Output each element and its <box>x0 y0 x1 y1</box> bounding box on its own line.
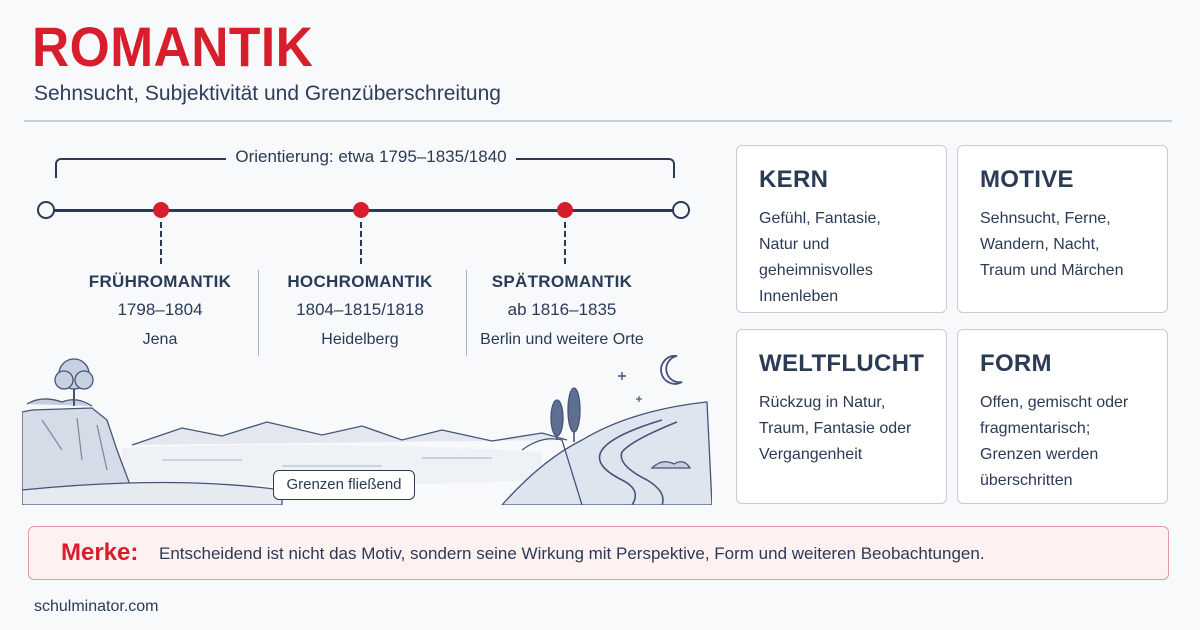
card-heading: FORM <box>980 350 1052 377</box>
card-kern <box>736 145 947 313</box>
timeline-start-marker <box>37 201 55 219</box>
card-weltflucht <box>736 329 947 504</box>
timeline-marker-fruehromantik <box>153 202 169 218</box>
merke-note-box <box>28 526 1169 580</box>
card-heading: WELTFLUCHT <box>759 350 925 377</box>
timeline-connector <box>160 222 162 264</box>
card-form <box>957 329 1168 504</box>
timeline-marker-hochromantik <box>353 202 369 218</box>
epoch-place: Berlin und weitere Orte <box>480 331 644 348</box>
card-heading: MOTIVE <box>980 166 1074 193</box>
card-text: Offen, gemischt oder fragmentarisch; Grenzen werden überschritten <box>980 394 1129 489</box>
borders-fluid-badge: Grenzen fließend <box>273 470 415 500</box>
epoch-name: SPÄTROMANTIK <box>491 272 633 291</box>
page-subtitle: Sehnsucht, Subjektivität und Grenzüberschreitung <box>34 82 501 105</box>
merke-text: Entscheidend ist nicht das Motiv, sondern seine Wirkung mit Perspektive, Form und weiteren Beobachtungen. <box>159 544 985 563</box>
timeline-connector <box>360 222 362 264</box>
footer-source: schulminator.com <box>34 598 159 615</box>
card-text: Rückzug in Natur, Traum, Fantasie oder Vergangenheit <box>759 394 912 463</box>
card-heading: KERN <box>759 166 829 193</box>
epoch-years: 1804–1815/1818 <box>296 300 424 319</box>
epoch-years: ab 1816–1835 <box>507 300 617 319</box>
epoch-place: Heidelberg <box>321 331 399 348</box>
epoch-years: 1798–1804 <box>117 300 203 319</box>
page-title: ROMANTIK <box>32 15 314 78</box>
timeline-connector <box>564 222 566 264</box>
epoch-name: FRÜHROMANTIK <box>88 272 232 291</box>
timeline-marker-spaetromantik <box>557 202 573 218</box>
epoch-spaetromantik <box>462 272 662 349</box>
header-divider <box>24 120 1172 122</box>
card-text: Sehnsucht, Ferne, Wandern, Nacht, Traum und Märchen <box>980 210 1124 279</box>
timeline-end-marker <box>672 201 690 219</box>
card-motive <box>957 145 1168 313</box>
epoch-place: Jena <box>142 331 178 348</box>
orientation-label: Orientierung: etwa 1795–1835/1840 <box>226 147 516 167</box>
epoch-fruehromantik <box>60 272 260 349</box>
epoch-name: HOCHROMANTIK <box>287 272 433 291</box>
epoch-hochromantik <box>260 272 460 349</box>
merke-label: Merke: <box>61 539 139 566</box>
card-text: Gefühl, Fantasie, Natur und geheimnisvolles Innenleben <box>759 210 881 305</box>
